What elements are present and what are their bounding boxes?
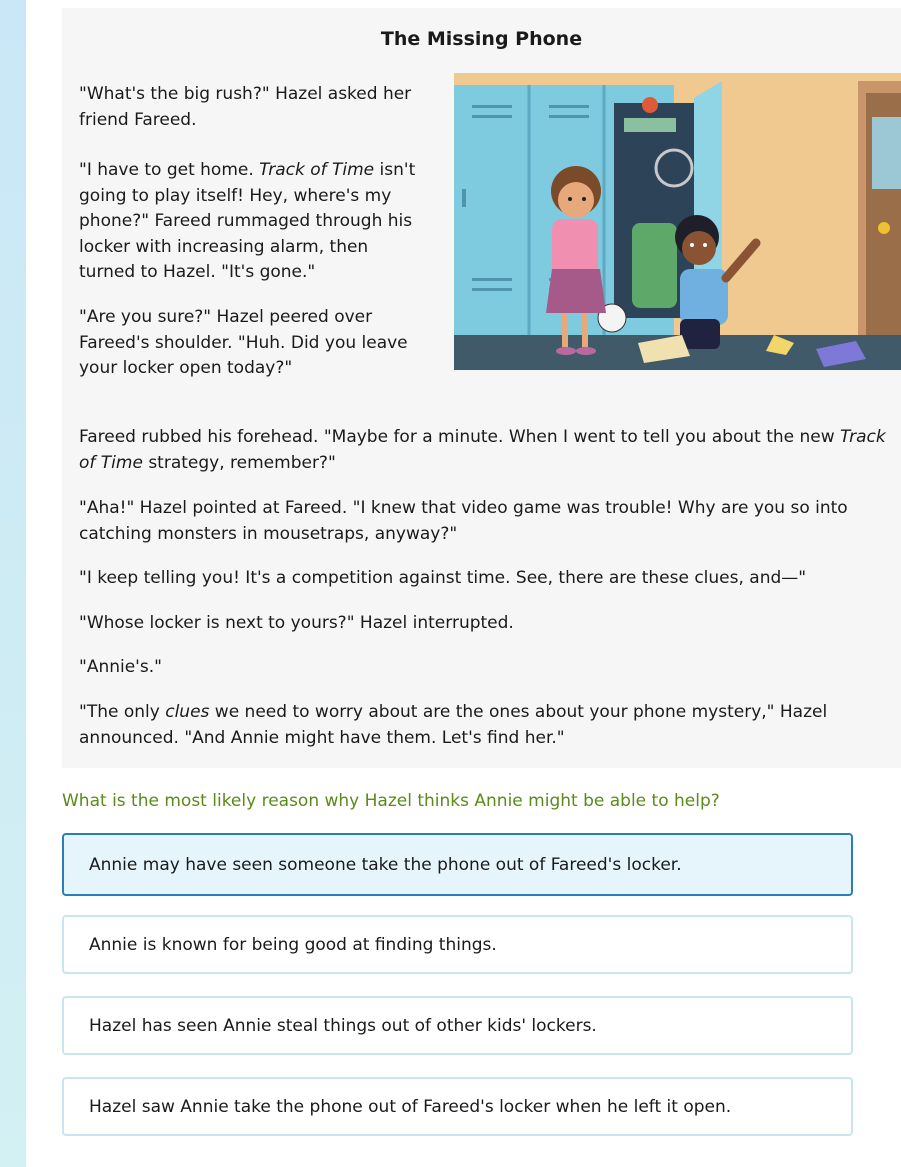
passage-title: The Missing Phone — [380, 28, 583, 50]
paragraph-2: "I have to get home. Track of Time isn't going to play itself! Hey, where's my phone?" Fareed rummaged through his locker with increasing alarm, then turned to Hazel. "It's gone." — [79, 160, 416, 282]
paragraph-7: "Whose locker is next to yours?" Hazel interrupted. — [79, 613, 514, 633]
paragraph-9: "The only clues we need to worry about are the ones about your phone mystery," Hazel announced. "And Annie might have them. Let's find her." — [79, 702, 828, 748]
answer-choice-label: Annie is known for being good at finding things. — [89, 934, 497, 955]
answer-choice-4[interactable] — [62, 1077, 853, 1136]
paragraph-3: "Are you sure?" Hazel peered over Fareed's shoulder. "Huh. Did you leave your locker open today?" — [79, 307, 408, 378]
left-side-strip — [0, 0, 26, 1167]
game-title-italic: Track of Time — [259, 160, 375, 180]
paragraph-5: "Aha!" Hazel pointed at Fareed. "I knew that video game was trouble! Why are you so into catching monsters in mousetraps, anyway?" — [79, 498, 848, 544]
answer-choice-2[interactable] — [62, 915, 853, 974]
passage-panel — [62, 8, 901, 768]
game-title-italic: Track of Time — [79, 427, 886, 473]
answer-choice-label: Annie may have seen someone take the phone out of Fareed's locker. — [89, 854, 682, 875]
paragraph-1: "What's the big rush?" Hazel asked her friend Fareed. — [79, 84, 412, 130]
answer-choice-label: Hazel has seen Annie steal things out of other kids' lockers. — [89, 1015, 597, 1036]
answer-choice-label: Hazel saw Annie take the phone out of Fareed's locker when he left it open. — [89, 1096, 732, 1117]
paragraph-4: Fareed rubbed his forehead. "Maybe for a minute. When I went to tell you about the new Track of Time strategy, remember?" — [79, 427, 886, 473]
clues-italic: clues — [165, 702, 210, 722]
answer-choice-1[interactable] — [62, 833, 853, 896]
paragraph-8: "Annie's." — [79, 657, 162, 677]
paragraph-6: "I keep telling you! It's a competition against time. See, there are these clues, and—" — [79, 568, 807, 588]
locker-illustration — [454, 73, 901, 370]
question-text: What is the most likely reason why Hazel thinks Annie might be able to help? — [62, 791, 720, 811]
answer-choice-3[interactable] — [62, 996, 853, 1055]
